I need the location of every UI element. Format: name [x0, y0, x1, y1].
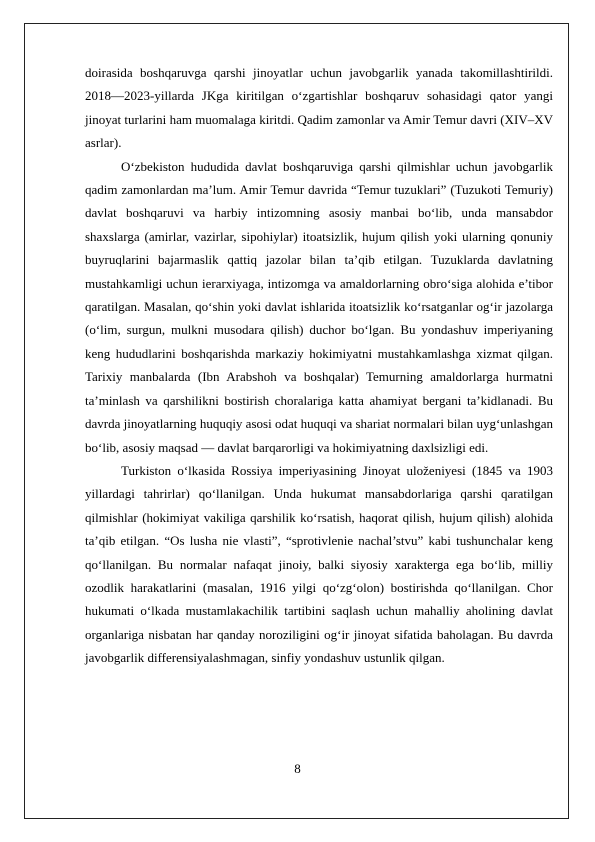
- paragraph-2: O‘zbekiston hududida davlat boshqaruviga qarshi qilmishlar uchun javobgarlik qadim zamonlardan ma’lum. Amir Temur davrida “Temur tuzuklari” (Tuzukoti Temuriy) davlat boshqaruvi va harbiy intizomning asosiy manbai bo‘lib, unda mansabdor shaxslarga (amirlar, vazirlar, sipohiylar) itoatsizlik, hujum qilish yoki ularning qonuniy buyruqlarini bajarmaslik qattiq jazolar bilan ta’qib etilgan. Tuzuklarda davlatning mustahkamligi uchun ierarxiyaga, intizomga va amaldorlarning obro‘siga alohida e’tibor qaratilgan. Masalan, qo‘shin yoki davlat ishlarida itoatsizlik ko‘rsatganlar og‘ir jazolarga (o‘lim, surgun, mulkni musodara qilish) duchor bo‘lgan. Bu yondashuv imperiyaning keng hududlarini boshqarishda markaziy hokimiyatni mustahkamlashga xizmat qilgan. Tarixiy manbalarda (Ibn Arabshoh va boshqalar) Temurning amaldorlarga hurmatni ta’minlash va qarshilikni bostirish choralariga katta ahamiyat bergani ta’kidlanadi. Bu davrda jinoyatlarning huquqiy asosi odat huquqi va shariat normalari bilan uyg‘unlashgan bo‘lib, asosiy maqsad — davlat barqarorligi va hokimiyatning daxlsizligi edi.: [85, 158, 553, 455]
- paragraph-3: Turkiston o‘lkasida Rossiya imperiyasining Jinoyat uloženiyesi (1845 va 1903 yillardagi tahrirlar) qo‘llanilgan. Unda hukumat mansabdorlariga qarshi qaratilgan qilmishlar (hokimiyat vakiliga qarshilik ko‘rsatish, haqorat qilish, hujum qilish) alohida ta’qib etilgan. “Os lusha nie vlasti”, “sprotivlenie nachal’stvu” kabi tushunchalar keng qo‘llanilgan. Bu normalar nafaqat jinoiy, balki siyosiy xarakterga ega bo‘lib, milliy ozodlik harakatlarini (masalan, 1916 yilgi qo‘zg‘olon) bostirishda qo‘llanilgan. Chor hukumati o‘lkada mustamlakachilik tartibini saqlash uchun mahalliy aholining davlat organlariga nisbatan har qanday noroziligini og‘ir jinoyat sifatida baholagan. Bu davrda javobgarlik differensiyalashmagan, sinfiy yondashuv ustunlik qilgan.: [85, 462, 553, 666]
- page-number: 8: [294, 761, 301, 776]
- document-body: [85, 61, 553, 670]
- paragraph-1: doirasida boshqaruvga qarshi jinoyatlar uchun javobgarlik yanada takomillashtirildi. 2018—2023-yillarda JKga kiritilgan o‘zgartishlar boshqaruv sohasidagi qator yangi jinoyat turlarini ham muomalaga kiritdi. Qadim zamonlar va Amir Temur davri (XIV–XV asrlar).: [85, 65, 553, 151]
